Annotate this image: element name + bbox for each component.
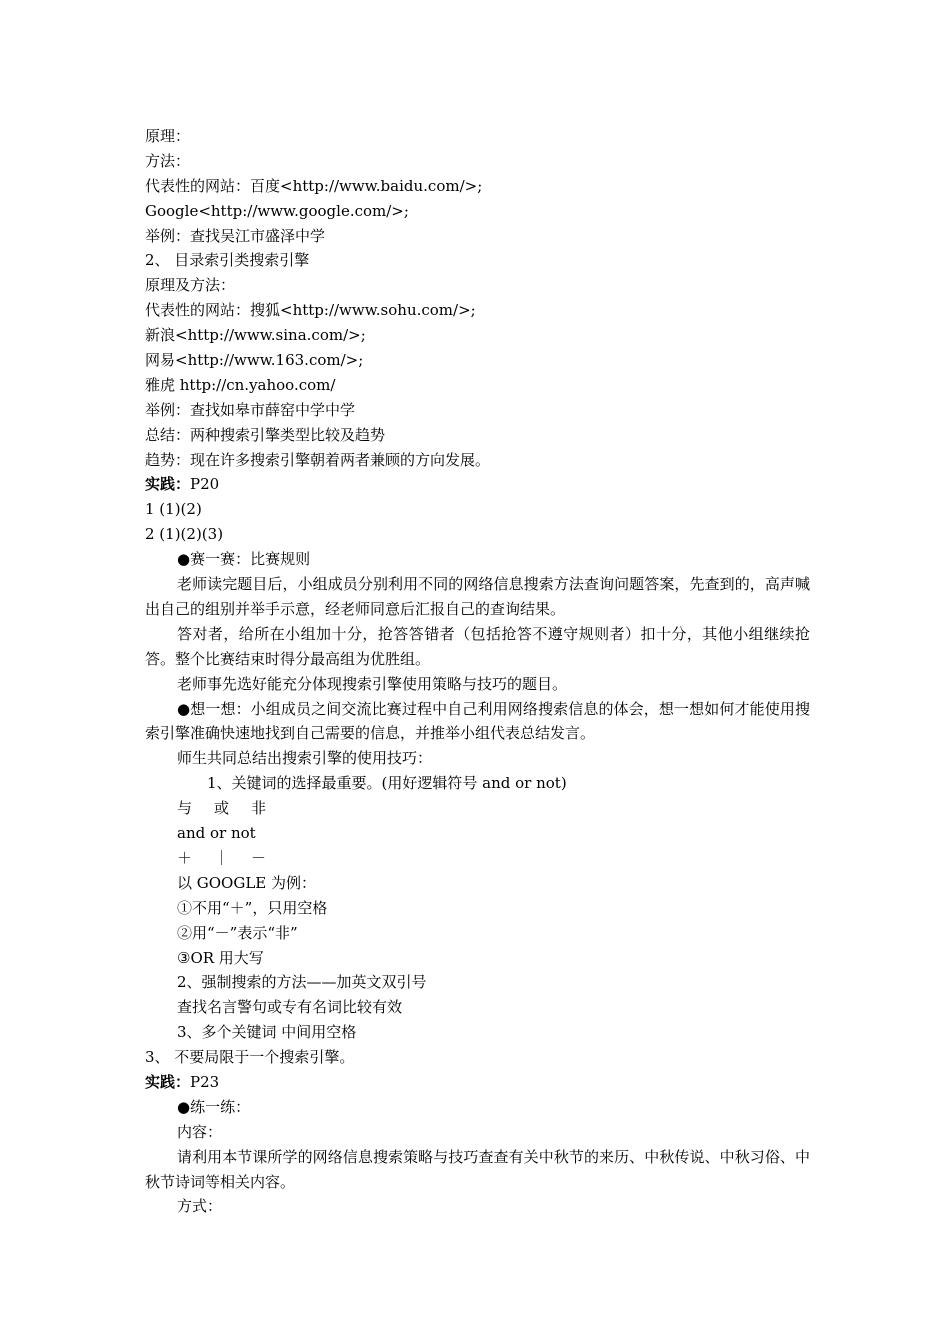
text-line: 代表性的网站：搜狐<http://www.sohu.com/>; — [145, 301, 476, 320]
text-line: 举例：查找如皋市薛窑中学中学 — [145, 400, 356, 419]
text-line: Google<http://www.google.com/>; — [145, 201, 409, 220]
summary-line: 师生共同总结出搜索引擎的使用技巧： — [177, 749, 433, 768]
tip-line: 3、 不要局限于一个搜索引擎。 — [145, 1048, 355, 1067]
google-item: ②用“－”表示“非” — [177, 923, 298, 942]
text-line: 原理及方法： — [145, 276, 236, 295]
text-line: 代表性的网站：百度<http://www.baidu.com/>; — [145, 176, 483, 195]
logic-or-cn: 或 — [214, 799, 230, 818]
logic-symbol-row — [145, 846, 810, 871]
text-line: 新浪<http://www.sina.com/>; — [145, 326, 366, 345]
logic-not-cn: 非 — [251, 799, 267, 818]
logic-english-row: and or not — [177, 824, 256, 843]
practice-paragraph: 请利用本节课所学的网络信息搜索策略与技巧查查有关中秋节的来历、中秋传说、中秋习俗、中秋节诗词等相关内容。 — [145, 1147, 810, 1191]
practice-title: ●练一练： — [177, 1097, 251, 1116]
practice-page: P23 — [190, 1072, 220, 1091]
method-label: 方式： — [177, 1197, 223, 1216]
text-line: 总结：两种搜索引擎类型比较及趋势 — [145, 425, 386, 444]
logic-chinese-row — [145, 796, 810, 821]
practice-label: 实践： — [145, 475, 191, 494]
practice-heading-1 — [145, 472, 810, 497]
text-line: 原理： — [145, 127, 191, 145]
section-heading: 2、 目录索引类搜索引擎 — [145, 251, 310, 270]
contest-title: ●赛一赛：比赛规则 — [177, 550, 311, 569]
content-label: 内容： — [177, 1122, 223, 1141]
practice-page: P20 — [190, 475, 220, 494]
logic-and-cn: 与 — [177, 799, 193, 818]
text-line: 趋势：现在许多搜索引擎朝着两者兼顾的方向发展。 — [145, 450, 491, 469]
text-line: 1 (1)(2) — [145, 500, 202, 519]
logic-bar-symbol: ｜ — [214, 848, 230, 867]
text-line: 网易<http://www.163.com/>; — [145, 351, 364, 370]
tip-line: 2、强制搜索的方法——加英文双引号 — [177, 973, 427, 992]
text-line: 举例：查找吴江市盛泽中学 — [145, 226, 326, 245]
google-example-line: 以 GOOGLE 为例： — [177, 873, 317, 892]
practice-heading-2 — [145, 1070, 810, 1095]
tip-note: 查找名言警句或专有名词比较有效 — [177, 998, 403, 1017]
logic-plus-symbol: ＋ — [177, 848, 193, 867]
logic-minus-symbol: － — [251, 848, 267, 867]
tip-line: 1、关键词的选择最重要。(用好逻辑符号 and or not) — [207, 774, 567, 793]
practice-label: 实践： — [145, 1072, 191, 1091]
text-line: 方法： — [145, 151, 191, 170]
google-item: ①不用“＋”，只用空格 — [177, 898, 328, 917]
contest-rule-paragraph: 老师读完题目后，小组成员分别利用不同的网络信息搜索方法查询问题答案，先查到的，高声喊出自己的组别并举手示意，经老师同意后汇报自己的查询结果。 — [145, 575, 810, 618]
contest-rule-paragraph: 答对者，给所在小组加十分，抢答答错者（包括抢答不遵守规则者）扣十分，其他小组继续抢答。整个比赛结束时得分最高组为优胜组。 — [145, 624, 810, 668]
contest-rule-paragraph: 老师事先选好能充分体现搜索引擎使用策略与技巧的题目。 — [177, 674, 568, 693]
think-paragraph: ●想一想：小组成员之间交流比赛过程中自己利用网络搜索信息的体会，想一想如何才能使用搜索引擎准确快速地找到自己需要的信息，并推举小组代表总结发言。 — [145, 699, 810, 743]
text-line: 2 (1)(2)(3) — [145, 525, 224, 544]
google-item: ③OR 用大写 — [177, 948, 264, 967]
tip-line: 3、多个关键词 中间用空格 — [177, 1023, 357, 1042]
text-line: 雅虎 http://cn.yahoo.com/ — [145, 375, 336, 394]
document-body — [145, 124, 810, 1219]
